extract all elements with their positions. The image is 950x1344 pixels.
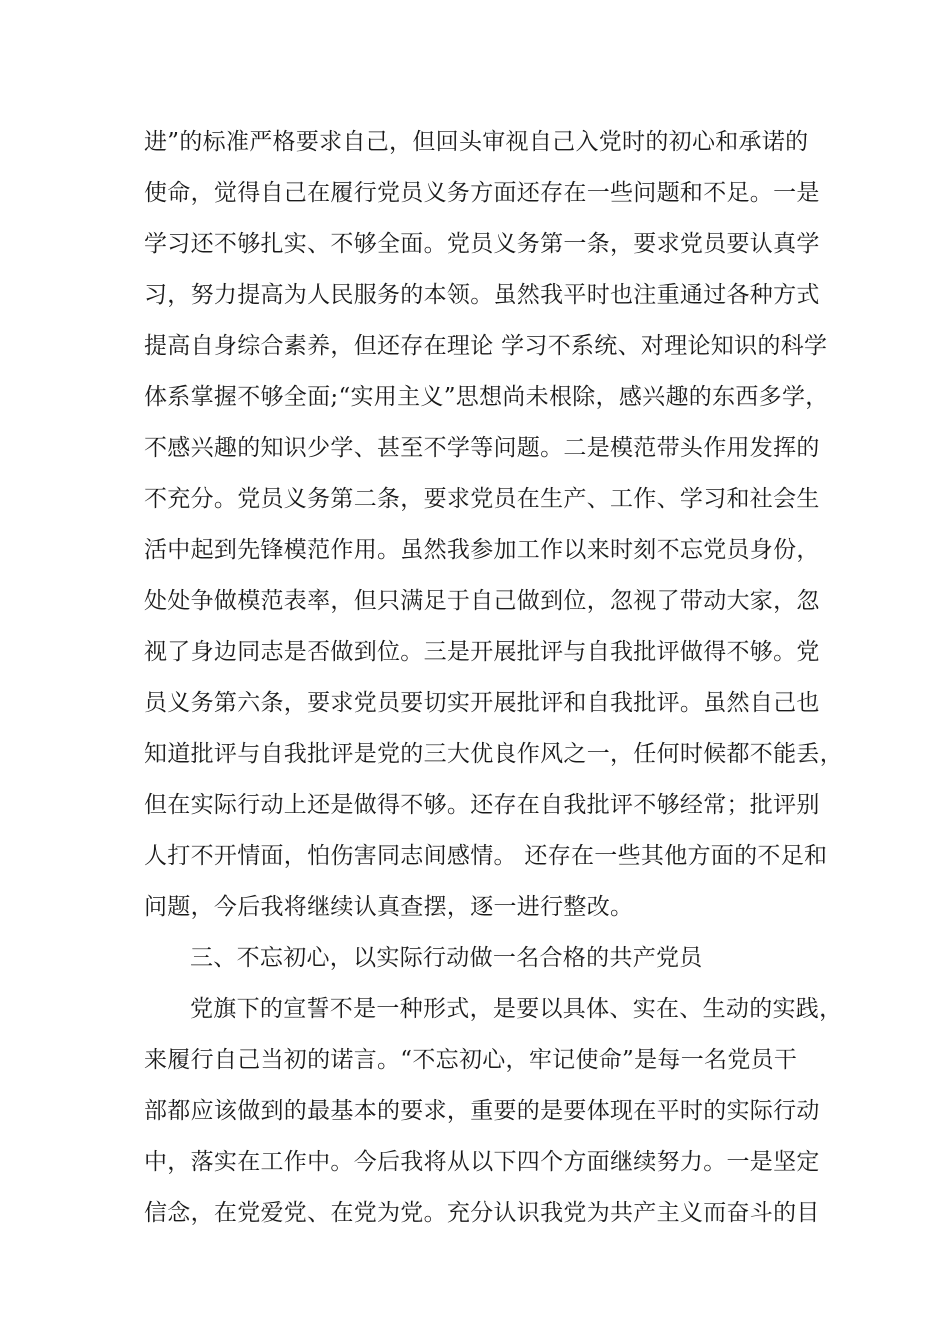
text-line: 处处争做模范表率，但只满足于自己做到位，忽视了带动大家，忽 xyxy=(144,588,820,614)
text-line: 党旗下的宣誓不是一种形式，是要以具体、实在、生动的实践， xyxy=(190,996,843,1022)
text-line: 知道批评与自我批评是党的三大优良作风之一，任何时候都不能丢， xyxy=(144,741,843,767)
text-line: 员义务第六条，要求党员要切实开展批评和自我批评。虽然自己也 xyxy=(144,690,820,716)
text-line: 不感兴趣的知识少学、甚至不学等问题。二是模范带头作用发挥的 xyxy=(144,435,820,461)
body-text xyxy=(144,117,844,1239)
text-line: 部都应该做到的最基本的要求，重要的是要体现在平时的实际行动 xyxy=(144,1098,820,1124)
text-line: 问题，今后我将继续认真查摆，逐一进行整改。 xyxy=(144,894,634,920)
text-line: 人打不开情面，怕伤害同志间感情。 还存在一些其他方面的不足和 xyxy=(144,843,828,869)
text-line: 但在实际行动上还是做得不够。还存在自我批评不够经常；批评别 xyxy=(144,792,820,818)
text-line: 来履行自己当初的诺言。“不忘初心，牢记使命”是每一名党员干 xyxy=(144,1047,798,1073)
text-line: 信念，在党爱党、在党为党。充分认识我党为共产主义而奋斗的目 xyxy=(144,1200,820,1226)
text-line: 提高自身综合素养，但还存在理论 学习不系统、对理论知识的科学 xyxy=(144,333,828,359)
text-line: 使命，觉得自己在履行党员义务方面还存在一些问题和不足。一是 xyxy=(144,180,820,206)
text-line: 体系掌握不够全面;“实用主义”思想尚未根除，感兴趣的东西多学， xyxy=(144,384,829,410)
text-line: 学习还不够扎实、不够全面。党员义务第一条，要求党员要认真学 xyxy=(144,231,820,257)
text-line: 中，落实在工作中。今后我将从以下四个方面继续努力。一是坚定 xyxy=(144,1149,820,1175)
text-line: 活中起到先锋模范作用。虽然我参加工作以来时刻不忘党员身份， xyxy=(144,537,820,563)
text-line: 进”的标准严格要求自己，但回头审视自己入党时的初心和承诺的 xyxy=(144,129,809,155)
text-line: 习，努力提高为人民服务的本领。虽然我平时也注重通过各种方式 xyxy=(144,282,820,308)
text-line: 不充分。党员义务第二条，要求党员在生产、工作、学习和社会生 xyxy=(144,486,820,512)
section-heading: 三、不忘初心，以实际行动做一名合格的共产党员 xyxy=(190,945,703,971)
text-line: 视了身边同志是否做到位。三是开展批评与自我批评做得不够。党 xyxy=(144,639,820,665)
